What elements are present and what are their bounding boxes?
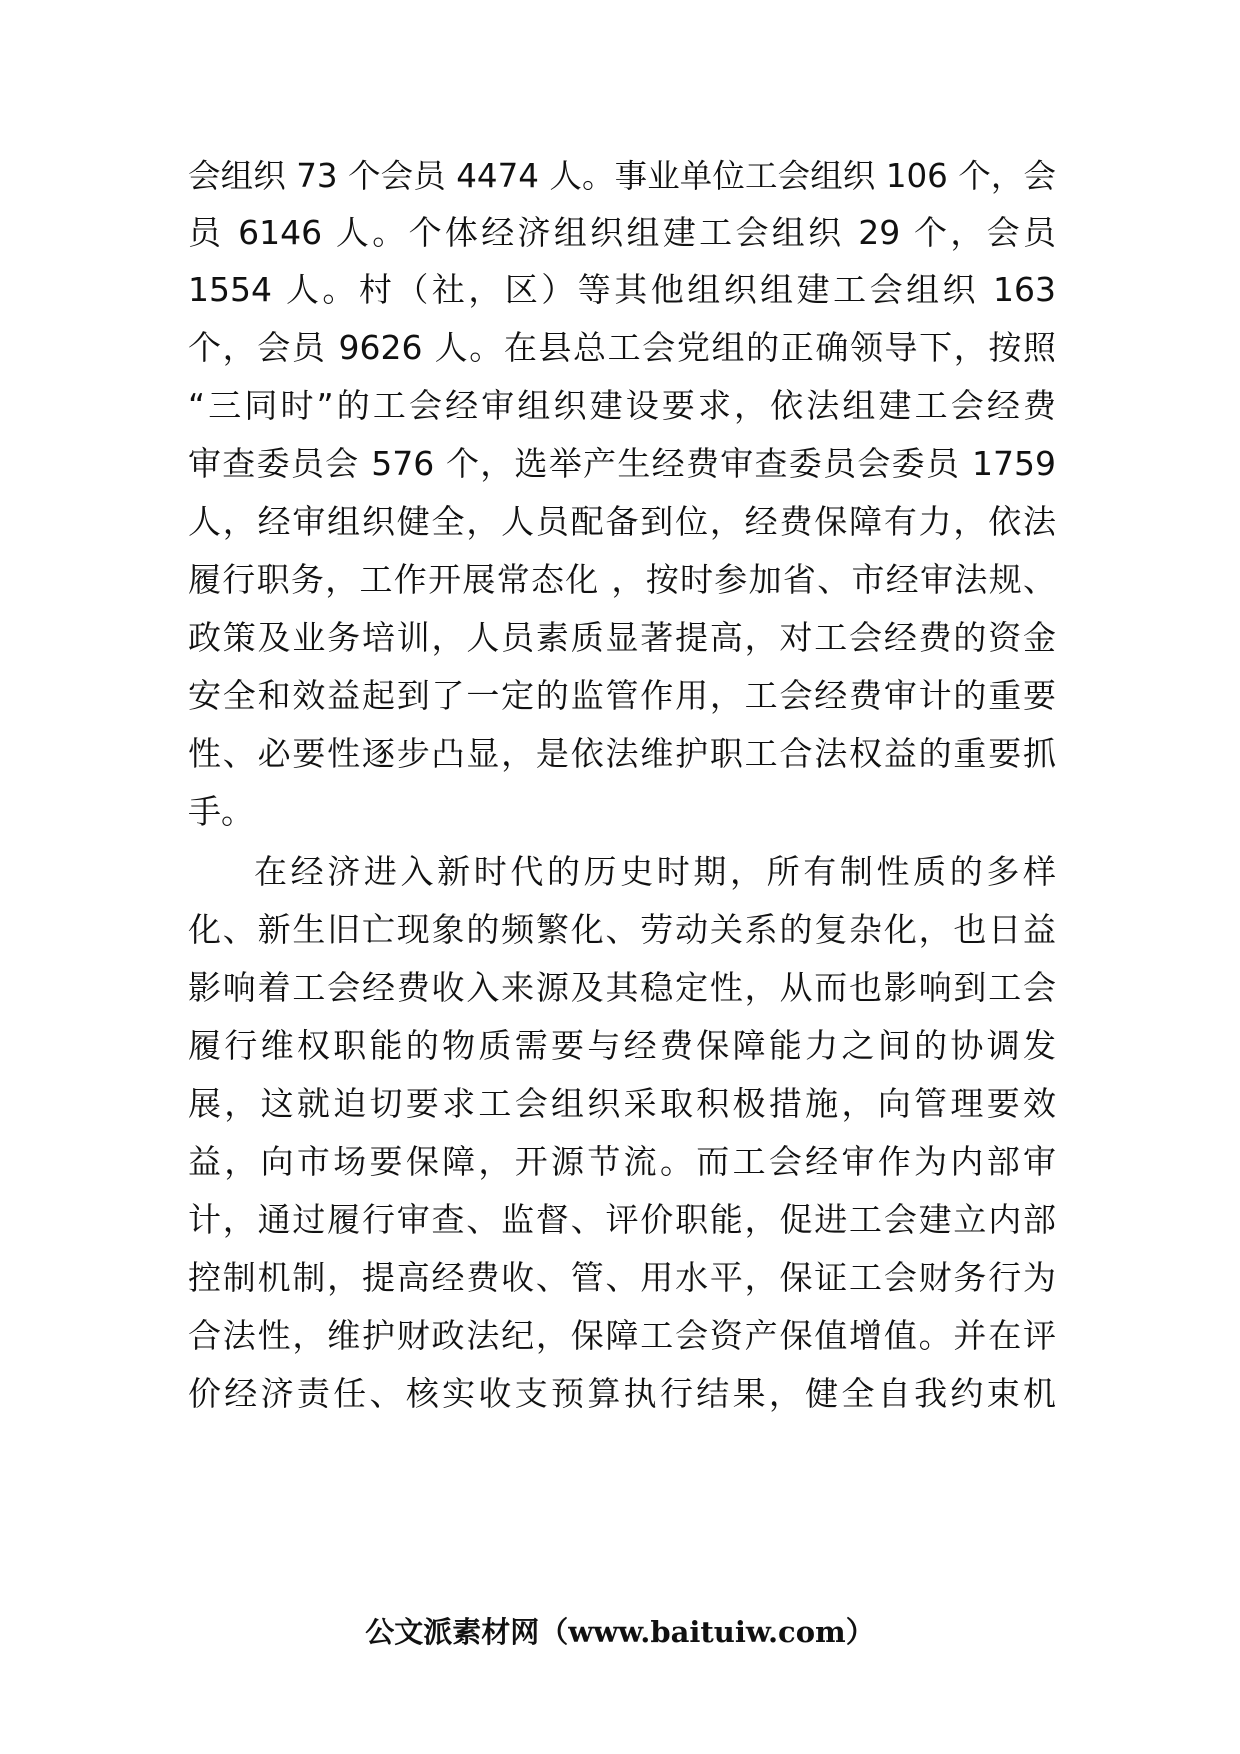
text-line: 计，通过履行审查、监督、评价职能，促进工会建立内部	[188, 1200, 1056, 1239]
text-line: 个，会员 9626 人。在县总工会党组的正确领导下，按照	[188, 328, 1056, 367]
text-line: 安全和效益起到了一定的监管作用，工会经费审计的重要	[188, 676, 1056, 715]
text-line: “三同时”的工会经审组织建设要求，依法组建工会经费	[188, 386, 1056, 425]
text-line: 履行维权职能的物质需要与经费保障能力之间的协调发	[188, 1026, 1056, 1065]
text-line: 审查委员会 576 个，选举产生经费审查委员会委员 1759	[188, 444, 1056, 483]
text-line: 价经济责任、核实收支预算执行结果，健全自我约束机	[188, 1374, 1056, 1413]
text-line: 合法性，维护财政法纪，保障工会资产保值增值。并在评	[188, 1316, 1056, 1355]
text-line: 展，这就迫切要求工会组织采取积极措施，向管理要效	[188, 1084, 1056, 1123]
text-line: 人，经审组织健全，人员配备到位，经费保障有力，依法	[188, 502, 1056, 541]
text-line: 会组织 73 个会员 4474 人。事业单位工会组织 106 个，会	[188, 157, 1056, 195]
footer-watermark: 公文派素材网（www.baituiw.com）	[365, 1615, 875, 1649]
text-line: 影响着工会经费收入来源及其稳定性，从而也影响到工会	[188, 968, 1056, 1007]
text-line: 在经济进入新时代的历史时期，所有制性质的多样	[254, 852, 1056, 891]
text-line: 1554 人。村（社，区）等其他组织组建工会组织 163	[188, 270, 1056, 309]
text-line: 手。	[188, 792, 254, 831]
text-line: 员 6146 人。个体经济组织组建工会组织 29 个，会员	[188, 213, 1056, 252]
text-line: 控制机制，提高经费收、管、用水平，保证工会财务行为	[188, 1258, 1056, 1297]
text-line: 益，向市场要保障，开源节流。而工会经审作为内部审	[188, 1142, 1056, 1181]
text-line: 性、必要性逐步凸显，是依法维护职工合法权益的重要抓	[188, 734, 1056, 773]
text-line: 政策及业务培训，人员素质显著提高，对工会经费的资金	[188, 618, 1056, 657]
text-line: 化、新生旧亡现象的频繁化、劳动关系的复杂化，也日益	[188, 910, 1056, 949]
text-line: 履行职务，工作开展常态化 ，按时参加省、市经审法规、	[188, 560, 1056, 599]
